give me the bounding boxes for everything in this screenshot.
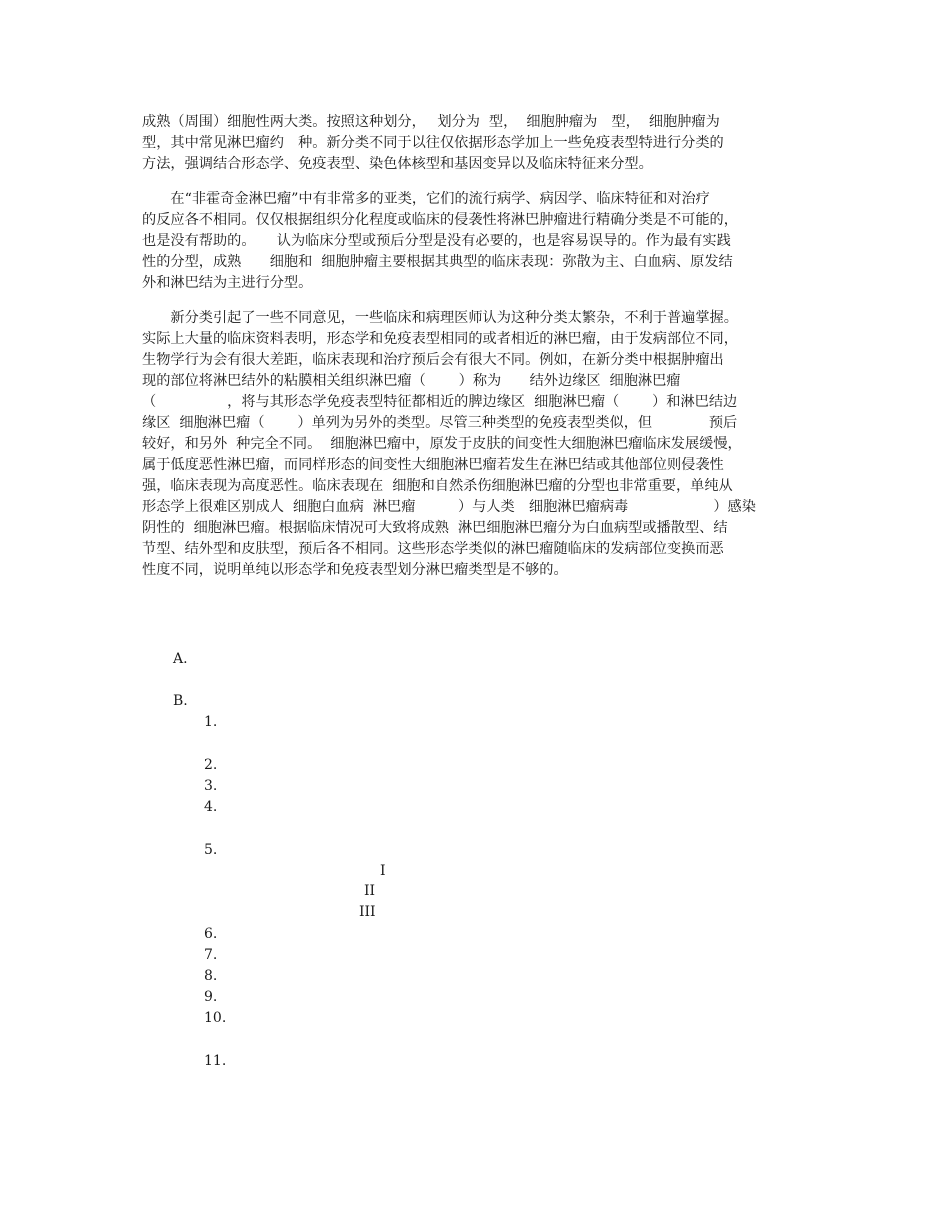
outline-roman-numeral: I xyxy=(380,863,386,879)
outline-item: 10. xyxy=(204,1010,227,1026)
outline-item: 8. xyxy=(204,968,218,984)
outline-roman-numeral: II xyxy=(364,883,376,899)
text-line: 外和淋巴结为主进行分型。 xyxy=(142,275,313,291)
text-line: 型，其中常见淋巴瘤约 种。新分类不同于以往仅依据形态学加上一些免疫表型特进行分类的 xyxy=(142,135,724,151)
text-line: （ ，将与其形态学免疫表型特征都相近的脾边缘区 细胞淋巴瘤（ ）和淋巴结边 xyxy=(142,394,738,410)
text-line: 新分类引起了一些不同意见，一些临床和病理医师认为这种分类太繁杂，不利于普遍掌握。 xyxy=(142,310,738,326)
outline-item: 1. xyxy=(204,714,218,730)
text-line: 缘区 细胞淋巴瘤（ ）单列为另外的类型。尽管三种类型的免疫表型类似，但 预后 xyxy=(142,415,738,431)
text-line: 在“非霍奇金淋巴瘤”中有非常多的亚类，它们的流行病学、病因学、临床特征和对治疗 xyxy=(142,191,710,207)
text-line: 的反应各不相同。仅仅根据组织分化程度或临床的侵袭性将淋巴肿瘤进行精确分类是不可能的， xyxy=(142,212,738,228)
text-line: 方法，强调结合形态学、免疫表型、染色体核型和基因变异以及临床特征来分型。 xyxy=(142,156,653,172)
text-line: 形态学上很难区别成人 细胞白血病 淋巴瘤 ）与人类 细胞淋巴瘤病毒 ）感染 xyxy=(142,499,756,515)
outline-section-a: A. xyxy=(173,651,188,667)
text-line: 节型、结外型和皮肤型，预后各不相同。这些形态学类似的淋巴瘤随临床的发病部位变换而恶 xyxy=(142,541,724,557)
outline-item: 4. xyxy=(204,799,218,815)
outline-section-b: B. xyxy=(173,693,188,709)
text-line: 实际上大量的临床资料表明，形态学和免疫表型相同的或者相近的淋巴瘤，由于发病部位不同， xyxy=(142,331,738,347)
text-line: 生物学行为会有很大差距，临床表现和治疗预后会有很大不同。例如，在新分类中根据肿瘤出 xyxy=(142,352,724,368)
outline-roman-numeral: III xyxy=(359,904,376,920)
text-line: 较好，和另外 种完全不同。 细胞淋巴瘤中，原发于皮肤的间变性大细胞淋巴瘤临床发展缓慢， xyxy=(142,436,742,452)
outline-item: 2. xyxy=(204,757,218,773)
outline-item: 3. xyxy=(204,778,218,794)
outline-item: 5. xyxy=(204,842,218,858)
text-line: 性度不同，说明单纯以形态学和免疫表型划分淋巴瘤类型是不够的。 xyxy=(142,562,568,578)
text-line: 成熟（周围）细胞性两大类。按照这种划分， 划分为 型， 细胞肿瘤为 型， 细胞肿瘤为 xyxy=(142,114,720,130)
text-line: 强，临床表现为高度恶性。临床表现在 细胞和自然杀伤细胞淋巴瘤的分型也非常重要，单纯从 xyxy=(142,478,733,494)
text-line: 性的分型，成熟 细胞和 细胞肿瘤主要根据其典型的临床表现：弥散为主、白血病、原发结 xyxy=(142,254,733,270)
outline-item: 6. xyxy=(204,926,218,942)
text-line: 也是没有帮助的。 认为临床分型或预后分型是没有必要的，也是容易误导的。作为最有实践 xyxy=(142,233,731,249)
text-line: 阴性的 细胞淋巴瘤。根据临床情况可大致将成熟 淋巴细胞淋巴瘤分为白血病型或播散型、结 xyxy=(142,520,728,536)
text-line: 属于低度恶性淋巴瘤，而同样形态的间变性大细胞淋巴瘤若发生在淋巴结或其他部位则侵袭性 xyxy=(142,457,724,473)
outline-item: 11. xyxy=(204,1053,227,1069)
outline-item: 9. xyxy=(204,989,218,1005)
outline-item: 7. xyxy=(204,947,218,963)
text-line: 现的部位将淋巴结外的粘膜相关组织淋巴瘤（ ）称为 结外边缘区 细胞淋巴瘤 xyxy=(142,373,681,389)
